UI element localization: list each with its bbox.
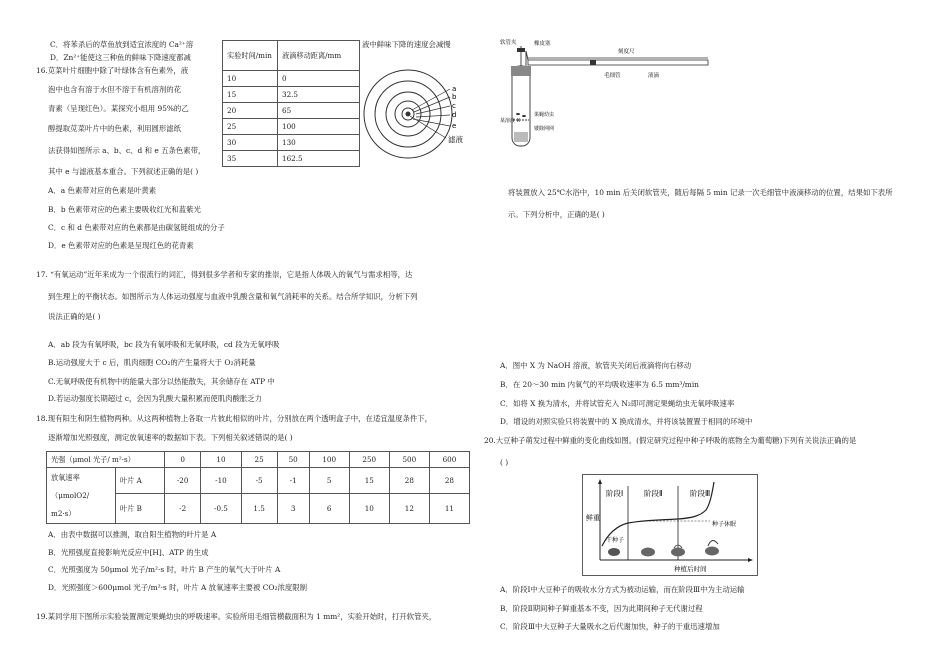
stage-1-label: 阶段Ⅰ (606, 489, 624, 498)
q19-intro: 19.某同学用下图所示实验装置测定果蝇幼虫的呼吸速率。实验所用毛细管横截面积为 1 mm²，实验开始时，打开软管夹， (36, 612, 437, 621)
q15-continued-text: 液中鲜味下降的速度会减慢 (362, 40, 451, 49)
q19-option-d: D．增设的对照实验只将装置中的 X 换成清水，并将该装置置于相同的环境中 (500, 417, 753, 426)
table-cell: 12 (389, 494, 429, 524)
q20-option-a: A．阶段Ⅰ中大豆种子的吸收水分方式为被动运输，而在阶段Ⅲ中为主动运输 (500, 585, 745, 594)
table-cell: 15 (223, 87, 278, 103)
table-cell: -20 (165, 468, 201, 494)
q19-option-b: B．在 20～30 min 内氧气的平均吸收速率为 6.5 mm³/min (500, 380, 699, 389)
q19-line: 示。下列分析中，正确的是( ) (508, 210, 605, 219)
q17-option-d: D.若运动强度长期超过 c，会因为乳酸大量积累而使肌肉酸胀乏力 (48, 394, 263, 403)
table-cell: 10 (223, 71, 278, 87)
q16-line: 其中 e 与滤液基本重合。下列叙述正确的是( ) (48, 167, 199, 176)
label-stopper: 橡皮塞 (534, 41, 551, 47)
x-axis-label: 种植后时间 (674, 565, 707, 573)
table-cell: -0.5 (201, 494, 241, 524)
q17-line: 到生理上的平衡状态。如图所示为人体运动强度与血液中乳酸含量和氧气消耗率的关系。结合所学知识，分析下列 (48, 292, 418, 301)
table-cell: 6 (309, 494, 349, 524)
q18-line: 18.现有阳生和阴生植物两种。从这两种植物上各取一片彼此相似的叶片，分别放在两个透明盒子中，在适宜温度条件下， (36, 414, 433, 423)
rate-label-line: 放氧速率 (51, 472, 80, 482)
q20-option-c: C．阶段Ⅲ中大豆种子大量吸水之后代谢加快，种子的干重迅速增加 (500, 622, 720, 631)
table-cell: 20 (223, 103, 278, 119)
table-cell: 100 (309, 452, 349, 468)
table-cell: 11 (429, 494, 469, 524)
label-mesh: 镂除网网 (534, 126, 555, 132)
q16-line: 16.苋菜叶片细胞中除了叶绿体含有色素外，液 (36, 66, 189, 75)
q19-option-a: A．图中 X 为 NaOH 溶液，软管夹关闭后液滴将向右移动 (500, 361, 692, 370)
q18-option-a: A．由表中数据可以推测，取自阳生植物的叶片是 A (48, 530, 217, 539)
q20-option-b: B．阶段Ⅱ期间种子鲜重基本不变，因为此期间种子无代谢过程 (500, 604, 703, 613)
chromatography-figure (360, 62, 480, 174)
oxygen-rate-header (47, 468, 116, 524)
table-cell: 50 (277, 452, 309, 468)
leaf-a-label: 叶片 A (116, 468, 165, 494)
table-cell: -10 (201, 468, 241, 494)
dormancy-label: 种子休眠 (712, 521, 737, 528)
q15-option-c: C．将苯杀后的草鱼放到适宜浓度的 Ca²⁺溶 (50, 40, 194, 49)
table-cell: 0 (165, 452, 201, 468)
rate-label-line: m2·s） (51, 508, 76, 518)
table-cell: 5 (309, 468, 349, 494)
q16-option-a: A．a 色素带对应的色素是叶黄素 (48, 186, 157, 195)
band-label-d: d (452, 111, 457, 119)
band-label-c: c (452, 102, 456, 110)
label-larvae: 果蝇幼虫 (534, 112, 555, 118)
table-cell: 25 (241, 452, 277, 468)
label-scale: 刻度尺 (618, 49, 635, 55)
table-cell: 65 (278, 103, 360, 119)
q18-option-d: D．光照强度＞600μmol 光子/m²·s 时，叶片 A 放氧速率主要被 CO₂浓度限制 (48, 583, 308, 592)
band-label-e: e (452, 122, 457, 130)
table-cell: 130 (278, 135, 360, 151)
table-cell: 3 (277, 494, 309, 524)
q17-line: 说法正确的是( ) (48, 312, 101, 321)
q16-line: 法获得如图所示 a、b、c、d 和 e 五条色素带， (48, 146, 206, 155)
stage-3-label: 阶段Ⅲ (690, 489, 711, 498)
q19-data-table (222, 40, 360, 167)
q20-line: 20.大豆种子萌发过程中鲜重的变化曲线如图。(假定研究过程中种子呼吸的底物全为葡萄糖)下列有关说法正确的是 (484, 436, 857, 445)
table-cell: 35 (223, 151, 278, 167)
table-cell: 32.5 (278, 87, 360, 103)
q18-option-b: B．光照强度直接影响光反应中[H]、ATP 的生成 (48, 548, 209, 557)
table-cell: 600 (429, 452, 469, 468)
table-cell: -2 (165, 494, 201, 524)
q16-option-c: C．c 和 d 色素带对应的色素都是由碳氢链组成的分子 (48, 223, 225, 232)
q18-option-c: C．光照强度为 50μmol 光子/m²·s 时，叶片 B 产生的氧气大于叶片 A (48, 565, 281, 574)
dry-seed-label: 干种子 (606, 537, 625, 544)
label-solution: 某溶液 X (500, 118, 521, 124)
q16-line: 泡中也含有溶于水但不溶于有机溶剂的花 (48, 85, 182, 94)
label-droplet: 液滴 (648, 73, 660, 79)
label-capillary: 毛细管 (604, 73, 621, 79)
table-cell: 1.5 (241, 494, 277, 524)
respiration-apparatus-diagram (500, 36, 720, 154)
table-cell: 30 (223, 135, 278, 151)
light-intensity-header: 光强（μmol 光子/ m²·s） (47, 452, 165, 468)
table-cell: 100 (278, 119, 360, 135)
y-axis-label: 鲜重 (586, 514, 600, 522)
table-cell: 250 (349, 452, 389, 468)
stage-2-label: 阶段Ⅱ (644, 489, 663, 498)
q16-line: 青素（呈现红色）。某探究小组用 95%的乙 (48, 104, 189, 113)
q20-line: ( ) (500, 458, 509, 467)
table-cell: -1 (277, 468, 309, 494)
band-label-b: b (452, 93, 457, 101)
q18-data-table (46, 451, 470, 524)
q16-line: 醇提取苋菜叶片中的色素，利用圆形滤纸 (48, 124, 182, 133)
table-cell: 0 (278, 71, 360, 87)
band-label-a: a (452, 85, 457, 93)
label-clamp: 软管夹 (500, 40, 517, 46)
table-cell: 28 (389, 468, 429, 494)
q17-line: 17. “有氧运动”近年来成为一个很流行的词汇，得到很多学者和专家的推崇，它是指人体吸入的氧气与需求相等，达 (36, 270, 413, 279)
q17-option-c: C.无氧呼吸使有机物中的能量大部分以热能散失，其余储存在 ATP 中 (48, 377, 275, 386)
table-cell: 28 (429, 468, 469, 494)
table-header-time: 实验时间/min (223, 41, 278, 71)
q17-option-a: A．ab 段为有氧呼吸，bc 段为有氧呼吸和无氧呼吸，cd 段为无氧呼吸 (48, 340, 280, 349)
table-cell: 10 (201, 452, 241, 468)
table-cell: 10 (349, 494, 389, 524)
q17-option-b: B.运动强度大于 c 后，肌肉细胞 CO₂的产生量将大于 O₂消耗量 (48, 358, 256, 367)
q19-option-c: C．如将 X 换为清水，并将试管充入 N₂即可测定果蝇幼虫无氧呼吸速率 (500, 399, 735, 408)
q16-option-b: B．b 色素带对应的色素主要吸收红光和蓝紫光 (48, 205, 201, 214)
q16-option-d: D．e 色素带对应的色素是呈现红色的花青素 (48, 241, 194, 250)
table-cell: 15 (349, 468, 389, 494)
rate-label-line: （μmolO2/ (51, 490, 90, 500)
table-cell: -5 (241, 468, 277, 494)
q19-line: 将装置放入 25℃水浴中，10 min 后关闭软管夹，随后每隔 5 min 记录一次毛细管中液滴移动的位置，结果如下表所 (508, 188, 893, 197)
table-cell: 500 (389, 452, 429, 468)
q18-line: 逐渐增加光照强度，测定放氧速率的数据如下表。下列相关叙述错误的是( ) (48, 433, 293, 442)
table-cell: 162.5 (278, 151, 360, 167)
filtrate-label: 滤液 (448, 135, 463, 144)
table-header-distance: 液滴移动距离/mm (278, 41, 360, 71)
leaf-b-label: 叶片 B (116, 494, 165, 524)
seed-fresh-weight-figure (582, 474, 758, 576)
q15-option-d: D．Zn²⁺能使这三种鱼的鲜味下降速度都减 (50, 53, 191, 62)
table-cell: 25 (223, 119, 278, 135)
